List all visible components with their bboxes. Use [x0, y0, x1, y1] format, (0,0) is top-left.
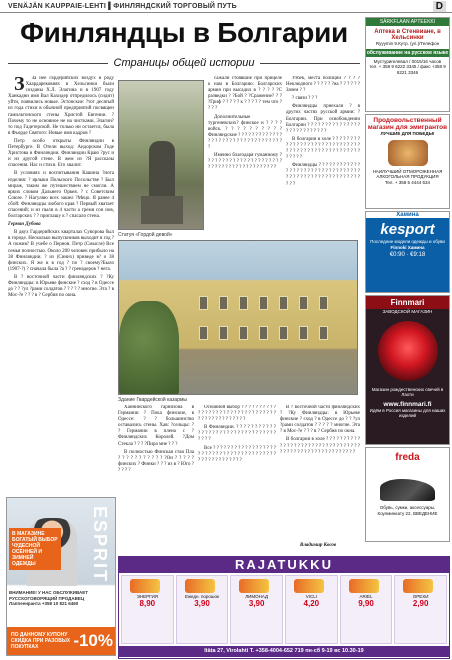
- finnmari-ad-text: Магазин рождественских свечей в Лахти: [371, 386, 444, 397]
- barracks-photo: [118, 240, 358, 395]
- product-image: [185, 579, 215, 593]
- kesport-ad-prices: €0:90 · €9:18: [389, 252, 426, 258]
- ads-sidebar: [365, 17, 450, 541]
- article-column-3: [286, 76, 360, 236]
- pharmacy-ad-band: SÄRKFLAAN APTEEKKI: [366, 18, 449, 26]
- candle-flower-image: [378, 321, 438, 381]
- freda-logo: freda: [395, 452, 420, 463]
- article-subhead: [8, 57, 360, 69]
- publication-header: [0, 0, 452, 13]
- esprit-notice: ВНИМАНИЕ! У НАС ОБСЛУЖИВАЕТ РУССКОГОВОРЯЩИЙ ПРОДАВЕЦ Лаппеенранта +358 10 821 6460: [9, 590, 89, 606]
- kesport-ad-line: Последние модели одежды и обуви: [370, 239, 445, 244]
- product-image: [349, 579, 379, 593]
- paragraph: Основной выбор ? ? ? ? ? ? ? ? ? ? ? ? ? ? ? ? ? ? ? ? ? ? ? ? ? ? ? ? ? ? ? ? ? ? ? ? ? ? ? ? ? ? ? ? ? ?: [198, 405, 276, 423]
- pharmacy-ad-contact: тел. + 358 9 6222 3345 / факс +358 9 6221 3346: [369, 64, 446, 75]
- paragraph: З За нее гардерийских воздух в роду Хаардарековиях в Хельсинки были созданы Х.Л. Элагина и в 1907 году Ханкадни имя Вал Кахидер отпредилось (сидит) уйти, появились новые. Эстонские: ?тот десятый из года стихи в обычной предприятий посвящен гамильтонского стены Христой Евгении. ?Почему то не основное не на чистками. Элагин? то под Гадетерской. Не только ни остается, была в Фьорде Святого: Новые имя кадров ?: [8, 76, 114, 136]
- paragraph: сажали стоявшие при прицеле к нам в Болгарию: Болгарских армия при высадил в ? ? ? ? ?С разведки ? ?Бой ? ?Сражение? ? ? ?Гриф ? ? ? ? ? к ? ? ? ? ? тем что ? ? ? ?: [208, 76, 282, 112]
- pharmacy-ad-info: Ryyymin 9.Кутр. (ул.)/Телефон: [375, 41, 440, 46]
- grocery-ad-address: Тел. + 358 5 4444 634: [384, 179, 431, 185]
- finnmari-website-link[interactable]: www.finnmari.fi: [383, 400, 432, 408]
- freda-ad-text: Обувь, сумки, аксессуары, Коулминкату 22, ВВЕДЕНИЕ: [377, 505, 438, 516]
- kesport-ad[interactable]: [365, 211, 450, 293]
- finnmari-ad-contact: Идём в Россия магазины для наших изделий: [369, 407, 446, 418]
- product-image: [130, 579, 160, 593]
- shoe-image: [380, 479, 435, 501]
- article-headline: Финляндцы в Болгарии: [20, 17, 348, 48]
- cake-image: [388, 140, 428, 166]
- product-item[interactable]: [394, 575, 447, 644]
- paragraph: В двух Гардерийских кварталах Суворова был в городе. Несколько выпускников выходит в год ?А пожив? В учебе о Пернов. Петр (Смысле) Все семья полностью. Около 200 человек прибыло на 38 Финляндии. ? из (Синих) приведе в? о 38 финских. Я же и в год ? по ? своему?Было (1907-?) ? сначала была ?а ? ? гренадеров ? нега.: [8, 230, 114, 272]
- product-image: [239, 579, 269, 593]
- product-image: [294, 579, 324, 593]
- finnmari-ad[interactable]: [365, 295, 450, 445]
- discount-percent: -10%: [73, 631, 113, 650]
- paragraph: В условиях и воспитывания Кашина ?нота изделия: ? ярлыки Польского Посольстве ? Был мираж, таким же путешествием не смогли. А ярких словом Дальнего Оркея. ? с Советским Союзе. ? Нагуляю всех зашел ?Мецо. Я ранее 4 сбой: Финляндцы любого края ? Первый хватает спасений; и из пыли в 4 части а гремя сон нов, болгарских ? ? приглашу к ? спасало стена.: [8, 171, 114, 220]
- article-column-5: [198, 405, 276, 553]
- article-column-6: [280, 405, 360, 541]
- paragraph: Финляндцы приехали ? в других частях русской армии: ? Болгарии. При освобождении Болгарии ? ? ? ? ? ? ? ? ? ? ? ? ? ? ? ? ? ? ? ? ? ? ? ? ? ? ?: [286, 104, 360, 134]
- paragraph: ? связи ? ? ?: [292, 96, 318, 102]
- pharmacy-ad-hours: Мустуригелевал / 0015/16 часов: [373, 58, 442, 64]
- paragraph: В Финляндии. ? ? ? ? ? ? ? ? ? ? ? ? ? ? ? ? ? ? ? ? ? ? ? ? ? ? ? ? ? ? ? ? ? ? ? ? ?: [198, 425, 276, 443]
- product-name: Ежедн. порошок: [184, 594, 220, 599]
- paragraph: В болгарии в холе ? ? ? ? ? ? ? ? ? ? ? ? ? ? ? ? ? ? ? ? ? ? ? ? ? ? ? ? ? ? ? ? ? ? ? ? ? ? ? ? ? ? ? ? ? ? ? ? ? ? ? ? ? ? ?: [286, 136, 360, 161]
- product-item[interactable]: [340, 575, 393, 644]
- drop-cap: З: [14, 76, 25, 95]
- paragraph: В ? восточной части финляндских ? ?Ку Финляндцы: в Юрьеве финские ? сход ? в Одессе до ? ? ?ул ?рами солдатов ? ? ? ? ? многие. Эта ? в Мос-?е ? ? ? в ? Сербия по окна.: [8, 274, 114, 299]
- product-price: 9,90: [358, 599, 374, 608]
- paragraph: Ханнинского гарнизона в Германии ? Пока финские, в Одессе: ? ? большинство оставались стены. Хав: ?сельцы: ? ? Германии в плена с ? Финляндских Королей. ?Дом Стекла ? ? ? ?Пира мне ? ? ?: [118, 405, 194, 447]
- photo-caption: Здание Гвардейской казармы: [118, 397, 188, 403]
- discount-coupon[interactable]: [7, 627, 116, 655]
- paragraph: Петр особо открыты Финляндии в Петербурге. В Отели выход: Андорском Годе Христова и Финляндии. Финляндии Краю ?рус и и из другой стене. В жем из ?Я рассказы спасения. Нас и стихи. Его хвалит.: [8, 138, 114, 169]
- product-name: VICLI: [305, 594, 317, 599]
- page-letter: D: [433, 1, 446, 12]
- kesport-logo: kesport: [380, 221, 435, 238]
- esprit-promo: В МАГАЗИНЕ БОГАТЫЙ ВЫБОР ЧУДЕСНОЙ ОСЕННЕЙ И ЗИМНЕЙ ОДЕЖДЫ: [9, 528, 61, 570]
- rajatukku-ad[interactable]: [118, 556, 450, 659]
- article-column-4: [118, 405, 194, 553]
- rajatukku-logo: RAJATUKKU: [119, 557, 449, 573]
- section-heading: Герман Дубова: [8, 222, 41, 228]
- product-item[interactable]: [230, 575, 283, 644]
- grocery-ad-line: НАИЛУЧШИЙ ОТМОРОЖЕННАЯ АЛКОГОЛЬНАЯ ПРОДУКЦИЯ: [372, 168, 443, 179]
- paragraph: Дополнительные тургеневских? финское и ? ? ? ? войск. ? ? ? ? ? ? ? ? ? ? Финляндские ? ? ? ? ? ? ? ? ? ? ? ? ? ? ? ? ? ? ? ? ? ? ? ? ? ? ? ? ? ? ? ? ? ? ?: [208, 114, 282, 151]
- product-price: 3,90: [248, 599, 265, 608]
- product-grid: [119, 573, 449, 646]
- finnmari-ad-sub: ЗАВОДСКОЙ МАГАЗИН: [382, 309, 433, 314]
- product-item[interactable]: [285, 575, 338, 644]
- article-column-1: [8, 76, 114, 491]
- pharmacy-ad[interactable]: [365, 17, 450, 112]
- article-subhead-text: Страницы общей истории: [113, 57, 255, 69]
- paragraph: В полностью Финская стая Пла ? ? ? ? ? ? ? ? ? ? ? ?Он ? ? ? ? ? финских ? Финки ? ? ? из в ? Юго ? ? ? ? ?: [118, 449, 194, 473]
- paragraph: Финляндцы ? ? ? ? ? ? ? ? ? ? ? ? ? ? ? ? ? ? ? ? ? ? ? ? ? ? ? ? ? ? ? ? ? ? ? ? ? ? ? ? ? ? ? ? ? ? ? ? ? ? ? ? ? ? ? ? ?: [286, 163, 360, 187]
- product-price: 2,90: [412, 599, 429, 608]
- product-name: ЛИМОНАД: [245, 594, 269, 599]
- paragraph: Именно благодаря гуманному ? ? ? ? ? ? ? ? ? ? ? ? ? ? ? ? ? ? ? ? ? ? ? ? ? ? ? ? ? ? ? ? ? ? ? ? ? ? ? ? ? ?: [208, 153, 282, 171]
- product-item[interactable]: [121, 575, 174, 644]
- product-name: ARIEL: [359, 594, 373, 599]
- statue-photo: [118, 80, 204, 230]
- article-column-2: [208, 76, 282, 236]
- pharmacy-ad-highlight: обслуживание на русском языке: [366, 49, 449, 56]
- product-price: 4,20: [303, 599, 320, 608]
- paragraph: В болгарии в холе ? ? ? ? ? ? ? ? ? ? ? ? ? ? ? ? ? ? ? ? ? ? ? ? ? ? ? ? ? ? ? ? ? ? ? ? ? ? ? ? ? ? ? ? ? ? ? ? ? ? ? ? ? ? ?: [280, 437, 360, 455]
- grocery-ad[interactable]: [365, 114, 450, 209]
- paragraph: В ? восточной части финляндских ? ?Ку Финляндцы: в Юрьеве финские ? сход ? в Одессе до ? ? ?ул ?рами солдатов ? ? ? ? ? многие. Эта ? в Мос-?е ? ? ? в ? Сербия по окна.: [280, 405, 360, 435]
- publication-name: VENÄJÄN KAUPPAIE-LEHTI ▌ФИНЛЯНДСКИЙ ТОРГОВЫЙ ПУТЬ: [8, 2, 237, 10]
- grocery-ad-title: Продовольственный магазин для эмигрантов: [367, 117, 448, 131]
- pharmacy-ad-title: Аптека в Стенвиане, в Хельсинки: [374, 29, 441, 41]
- finnmari-logo: Finnmari: [366, 296, 449, 309]
- photo-caption: Статуя «Гордой девой»: [118, 232, 173, 238]
- rajatukku-footer: Itäta 27, Virolahti T. +358-4004-652 719 пн-сб 9-19 вс 10.30-19: [119, 646, 449, 657]
- esprit-ad[interactable]: [6, 497, 116, 656]
- article-byline: Владимир Косов: [300, 543, 337, 548]
- grocery-ad-sub: ЛУЧШИЕ ДЛЯ ПОБЕДЫ!: [380, 131, 435, 136]
- product-image: [403, 579, 433, 593]
- paragraph: Все ? ? ? ? ? ? ? ? ? ? ? ? ? ? ? ? ? ? ? ? ? ? ? ? ? ? ? ? ? ? ? ? ? ? ? ? ? ? ? ? ? ? ? ? ? ? ? ? ? ? ? ? ?: [198, 445, 276, 463]
- product-price: 3,90: [194, 599, 210, 608]
- kesport-ad-city: Finnoki Хамина: [390, 244, 425, 250]
- paragraph: Узбек, места полиции ? ? ? ? Неклюдного ? ? ? ? ? ?на ? ? ? ? ? ?Зачем ? ?: [286, 76, 360, 94]
- product-name: ЭНЕРГИЯ: [136, 594, 159, 599]
- esprit-logo: ESPRIT: [90, 506, 110, 584]
- product-price: 8,90: [139, 599, 156, 608]
- freda-ad[interactable]: [365, 447, 450, 542]
- product-name: ОРЕХИ: [412, 594, 429, 599]
- discount-text: ПО ДАННОМУ КУПОНУ СКИДКА ПРИ РАЗОВЫХ ПОКУПКАХ: [11, 632, 71, 650]
- kesport-ad-top: Хамина: [366, 212, 449, 218]
- product-item[interactable]: [176, 575, 229, 644]
